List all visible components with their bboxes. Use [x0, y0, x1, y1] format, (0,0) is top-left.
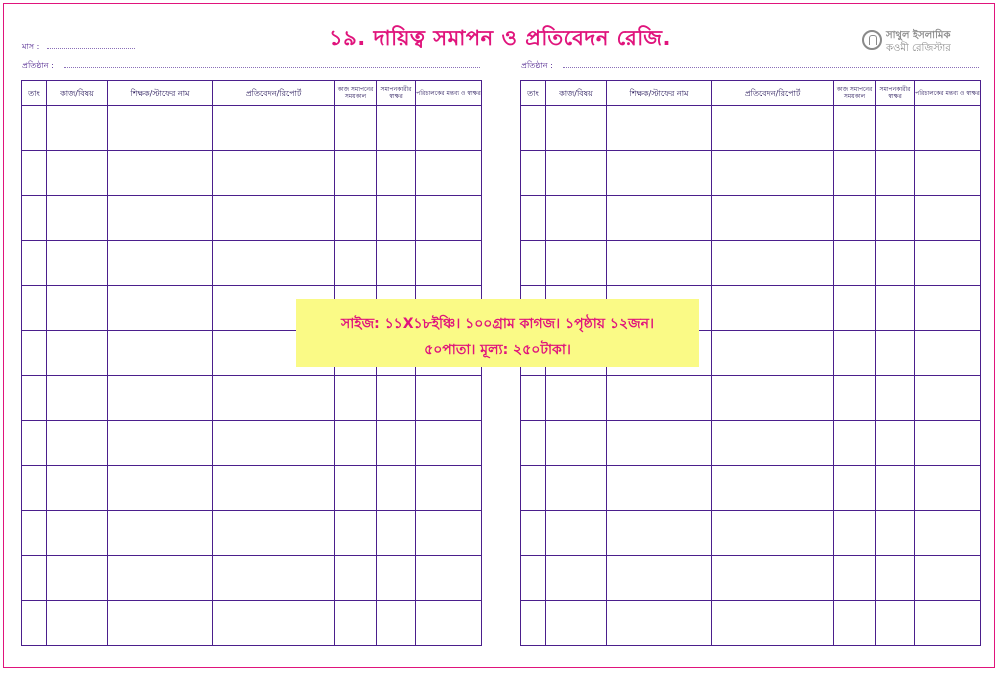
col-director-remarks: পরিচালকের মন্তব্য ও স্বাক্ষর [416, 81, 482, 106]
table-cell[interactable] [213, 376, 335, 421]
table-cell[interactable] [834, 286, 876, 331]
table-cell[interactable] [108, 556, 213, 601]
table-cell[interactable] [22, 511, 47, 556]
table-cell[interactable] [47, 556, 108, 601]
product-info-banner [296, 299, 699, 367]
table-cell[interactable] [876, 151, 915, 196]
table-cell[interactable] [213, 511, 335, 556]
table-row [22, 466, 482, 511]
table-cell[interactable] [416, 601, 482, 646]
table-cell[interactable] [335, 196, 377, 241]
col-director-remarks: পরিচালকের মন্তব্য ও স্বাক্ষর [915, 81, 981, 106]
table-row [22, 556, 482, 601]
table-cell[interactable] [108, 376, 213, 421]
table-cell[interactable] [546, 556, 607, 601]
table-cell[interactable] [607, 421, 712, 466]
table-cell[interactable] [335, 556, 377, 601]
table-cell[interactable] [915, 151, 981, 196]
table-cell[interactable] [876, 286, 915, 331]
table-cell[interactable] [607, 511, 712, 556]
table-cell[interactable] [521, 466, 546, 511]
table-cell[interactable] [416, 151, 482, 196]
table-cell[interactable] [213, 151, 335, 196]
table-cell[interactable] [108, 601, 213, 646]
table-cell[interactable] [607, 466, 712, 511]
table-cell[interactable] [607, 241, 712, 286]
table-cell[interactable] [521, 151, 546, 196]
col-staff-name: শিক্ষক/স্টাফের নাম [108, 81, 213, 106]
table-cell[interactable] [607, 106, 712, 151]
table-cell[interactable] [377, 376, 416, 421]
table-row [22, 376, 482, 421]
brand-line-2: কওমী রেজিস্টার [886, 43, 951, 54]
table-cell[interactable] [546, 241, 607, 286]
table-cell[interactable] [335, 151, 377, 196]
table-cell[interactable] [22, 601, 47, 646]
table-row [22, 421, 482, 466]
table-cell[interactable] [108, 106, 213, 151]
table-cell[interactable] [712, 511, 834, 556]
table-cell[interactable] [22, 106, 47, 151]
table-cell[interactable] [22, 151, 47, 196]
table-cell[interactable] [108, 151, 213, 196]
table-cell[interactable] [416, 556, 482, 601]
table-cell[interactable] [915, 511, 981, 556]
table-cell[interactable] [108, 196, 213, 241]
table-cell[interactable] [22, 196, 47, 241]
table-cell[interactable] [377, 556, 416, 601]
table-cell[interactable] [834, 376, 876, 421]
table-cell[interactable] [876, 376, 915, 421]
table-cell[interactable] [712, 556, 834, 601]
table-cell[interactable] [712, 241, 834, 286]
table-cell[interactable] [213, 601, 335, 646]
table-cell[interactable] [834, 151, 876, 196]
table-cell[interactable] [546, 196, 607, 241]
institution-field-right[interactable] [563, 67, 979, 68]
col-task: কাজ/বিষয় [47, 81, 108, 106]
table-cell[interactable] [47, 331, 108, 376]
table-row [521, 151, 981, 196]
table-cell[interactable] [213, 241, 335, 286]
table-cell[interactable] [213, 106, 335, 151]
table-cell[interactable] [213, 196, 335, 241]
table-cell[interactable] [915, 601, 981, 646]
table-cell[interactable] [876, 421, 915, 466]
table-cell[interactable] [876, 241, 915, 286]
table-cell[interactable] [915, 376, 981, 421]
table-row [521, 376, 981, 421]
table-cell[interactable] [876, 556, 915, 601]
table-cell[interactable] [546, 511, 607, 556]
table-cell[interactable] [377, 196, 416, 241]
table-cell[interactable] [876, 331, 915, 376]
table-cell[interactable] [416, 241, 482, 286]
table-cell[interactable] [377, 511, 416, 556]
table-cell[interactable] [416, 106, 482, 151]
table-cell[interactable] [546, 151, 607, 196]
table-cell[interactable] [213, 466, 335, 511]
table-cell[interactable] [416, 511, 482, 556]
table-cell[interactable] [876, 601, 915, 646]
table-cell[interactable] [377, 421, 416, 466]
table-cell[interactable] [915, 286, 981, 331]
table-cell[interactable] [915, 331, 981, 376]
table-cell[interactable] [521, 421, 546, 466]
table-cell[interactable] [377, 466, 416, 511]
table-cell[interactable] [834, 196, 876, 241]
table-row [521, 421, 981, 466]
table-cell[interactable] [876, 466, 915, 511]
table-cell[interactable] [712, 106, 834, 151]
table-cell[interactable] [834, 331, 876, 376]
table-row [22, 601, 482, 646]
institution-field-left[interactable] [64, 67, 480, 68]
table-cell[interactable] [335, 241, 377, 286]
table-row [521, 196, 981, 241]
table-cell[interactable] [712, 151, 834, 196]
table-cell[interactable] [546, 601, 607, 646]
table-cell[interactable] [47, 286, 108, 331]
col-report: প্রতিবেদন/রিপোর্ট [213, 81, 335, 106]
table-cell[interactable] [416, 196, 482, 241]
table-cell[interactable] [915, 466, 981, 511]
table-cell[interactable] [834, 241, 876, 286]
table-cell[interactable] [108, 241, 213, 286]
table-cell[interactable] [47, 196, 108, 241]
table-cell[interactable] [521, 511, 546, 556]
table-cell[interactable] [607, 556, 712, 601]
brand-emblem-icon [862, 30, 882, 50]
table-cell[interactable] [712, 466, 834, 511]
table-cell[interactable] [607, 151, 712, 196]
table-row [22, 106, 482, 151]
table-row [22, 511, 482, 556]
table-cell[interactable] [876, 106, 915, 151]
col-completion-time: কাজ সমাপনের সময়কাল [834, 81, 876, 106]
table-cell[interactable] [213, 421, 335, 466]
table-cell[interactable] [521, 556, 546, 601]
table-cell[interactable] [712, 421, 834, 466]
table-row [22, 196, 482, 241]
table-cell[interactable] [546, 376, 607, 421]
table-cell[interactable] [607, 196, 712, 241]
table-cell[interactable] [47, 151, 108, 196]
table-cell[interactable] [834, 601, 876, 646]
table-cell[interactable] [834, 466, 876, 511]
table-row [521, 466, 981, 511]
table-cell[interactable] [712, 196, 834, 241]
table-cell[interactable] [22, 556, 47, 601]
table-row [521, 241, 981, 286]
col-report: প্রতিবেদন/রিপোর্ট [712, 81, 834, 106]
table-cell[interactable] [834, 556, 876, 601]
table-row [22, 151, 482, 196]
table-cell[interactable] [712, 286, 834, 331]
table-cell[interactable] [47, 421, 108, 466]
table-cell[interactable] [416, 421, 482, 466]
table-cell[interactable] [876, 511, 915, 556]
table-cell[interactable] [22, 331, 47, 376]
table-cell[interactable] [521, 601, 546, 646]
col-completer-signature: সমাপনকারীর স্বাক্ষর [377, 81, 416, 106]
table-cell[interactable] [546, 421, 607, 466]
table-cell[interactable] [108, 511, 213, 556]
table-cell[interactable] [607, 376, 712, 421]
table-cell[interactable] [834, 421, 876, 466]
col-task: কাজ/বিষয় [546, 81, 607, 106]
table-row [521, 511, 981, 556]
table-cell[interactable] [377, 151, 416, 196]
table-cell[interactable] [521, 106, 546, 151]
table-header-row [22, 81, 482, 106]
brand-line-1: সাথুল ইসলামিক [886, 30, 951, 41]
table-header-row [521, 81, 981, 106]
table-cell[interactable] [915, 241, 981, 286]
table-cell[interactable] [876, 196, 915, 241]
table-row [22, 241, 482, 286]
month-field[interactable] [47, 48, 135, 49]
table-cell[interactable] [47, 376, 108, 421]
table-cell[interactable] [22, 466, 47, 511]
table-cell[interactable] [108, 466, 213, 511]
table-cell[interactable] [335, 601, 377, 646]
table-cell[interactable] [546, 466, 607, 511]
table-cell[interactable] [416, 466, 482, 511]
table-cell[interactable] [521, 241, 546, 286]
table-cell[interactable] [377, 106, 416, 151]
table-cell[interactable] [915, 106, 981, 151]
table-cell[interactable] [915, 196, 981, 241]
table-row [521, 601, 981, 646]
table-cell[interactable] [22, 376, 47, 421]
table-cell[interactable] [47, 511, 108, 556]
table-cell[interactable] [47, 466, 108, 511]
table-cell[interactable] [546, 106, 607, 151]
table-cell[interactable] [521, 376, 546, 421]
register-title: ১৯. দায়িত্ব সমাপন ও প্রতিবেদন রেজি. [328, 26, 672, 50]
table-cell[interactable] [335, 376, 377, 421]
table-cell[interactable] [108, 286, 213, 331]
table-row [521, 556, 981, 601]
table-cell[interactable] [22, 241, 47, 286]
table-cell[interactable] [377, 601, 416, 646]
col-date: তাং [22, 81, 47, 106]
table-cell[interactable] [712, 601, 834, 646]
institution-label-left: প্রতিষ্ঠান : [22, 61, 54, 70]
table-cell[interactable] [335, 421, 377, 466]
table-cell[interactable] [712, 331, 834, 376]
table-cell[interactable] [335, 466, 377, 511]
table-cell[interactable] [712, 376, 834, 421]
table-cell[interactable] [108, 331, 213, 376]
banner-line-1: সাইজ: ১১X১৮ইঞ্চি। ১০০গ্রাম কাগজ। ১পৃষ্ঠায় ১২জন। [340, 316, 654, 332]
table-cell[interactable] [213, 556, 335, 601]
table-cell[interactable] [416, 376, 482, 421]
table-cell[interactable] [915, 421, 981, 466]
table-cell[interactable] [834, 106, 876, 151]
brand-logo [862, 28, 982, 54]
table-cell[interactable] [47, 241, 108, 286]
col-completion-time: কাজ সমাপনের সময়কাল [335, 81, 377, 106]
table-cell[interactable] [377, 241, 416, 286]
table-cell[interactable] [22, 421, 47, 466]
col-completer-signature: সমাপনকারীর স্বাক্ষর [876, 81, 915, 106]
table-cell[interactable] [335, 106, 377, 151]
table-cell[interactable] [108, 421, 213, 466]
institution-label-right: প্রতিষ্ঠান : [521, 61, 553, 70]
banner-line-2: ৫০পাতা। মূল্য: ২৫০টাকা। [424, 342, 571, 358]
col-staff-name: শিক্ষক/স্টাফের নাম [607, 81, 712, 106]
col-date: তাং [521, 81, 546, 106]
table-cell[interactable] [607, 601, 712, 646]
table-cell[interactable] [834, 511, 876, 556]
table-cell[interactable] [47, 106, 108, 151]
table-cell[interactable] [521, 196, 546, 241]
table-cell[interactable] [335, 511, 377, 556]
table-row [521, 106, 981, 151]
table-cell[interactable] [22, 286, 47, 331]
table-cell[interactable] [915, 556, 981, 601]
month-label: মাস : [22, 42, 40, 51]
table-cell[interactable] [47, 601, 108, 646]
